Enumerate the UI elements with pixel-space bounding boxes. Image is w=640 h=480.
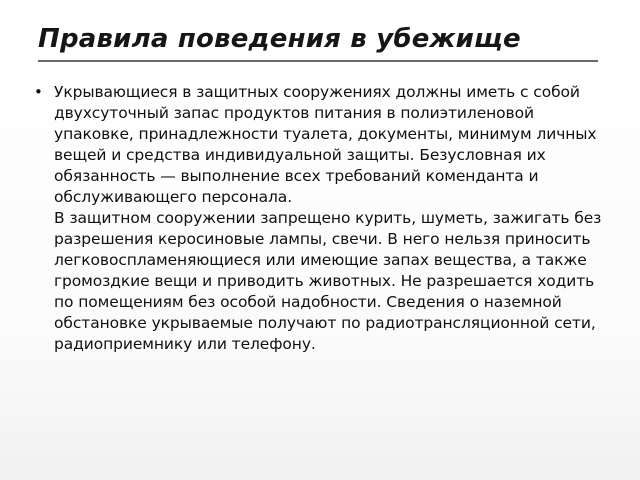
list-item — [30, 82, 608, 355]
bullet-icon: • — [34, 83, 43, 101]
bullet-list — [30, 82, 608, 355]
paragraph-supplies: Укрывающиеся в защитных сооружениях должны иметь с собой двухсуточный запас продуктов питания в полиэтиленовой упаковке, принадлежности туалета, документы, минимум личных вещей и средства индивидуальной защиты. Безусловная их обязанность — выполнение всех требований коменданта и обслуживающего персонала. — [54, 83, 597, 206]
title-underline — [38, 60, 598, 62]
slide-title: Правила поведения в убежище — [38, 24, 521, 54]
paragraph-prohibitions: В защитном сооружении запрещено курить, шуметь, зажигать без разрешения керосиновые лампы, свечи. В него нельзя приносить легковоспламеняющиеся или имеющие запах вещества, а также громоздкие вещи и приводить животных. Не разрешается ходить по помещениям без особой надобности. Сведения о наземной обстановке укрываемые получают по радиотрансляционной сети, радиоприемнику или телефону. — [54, 209, 602, 353]
